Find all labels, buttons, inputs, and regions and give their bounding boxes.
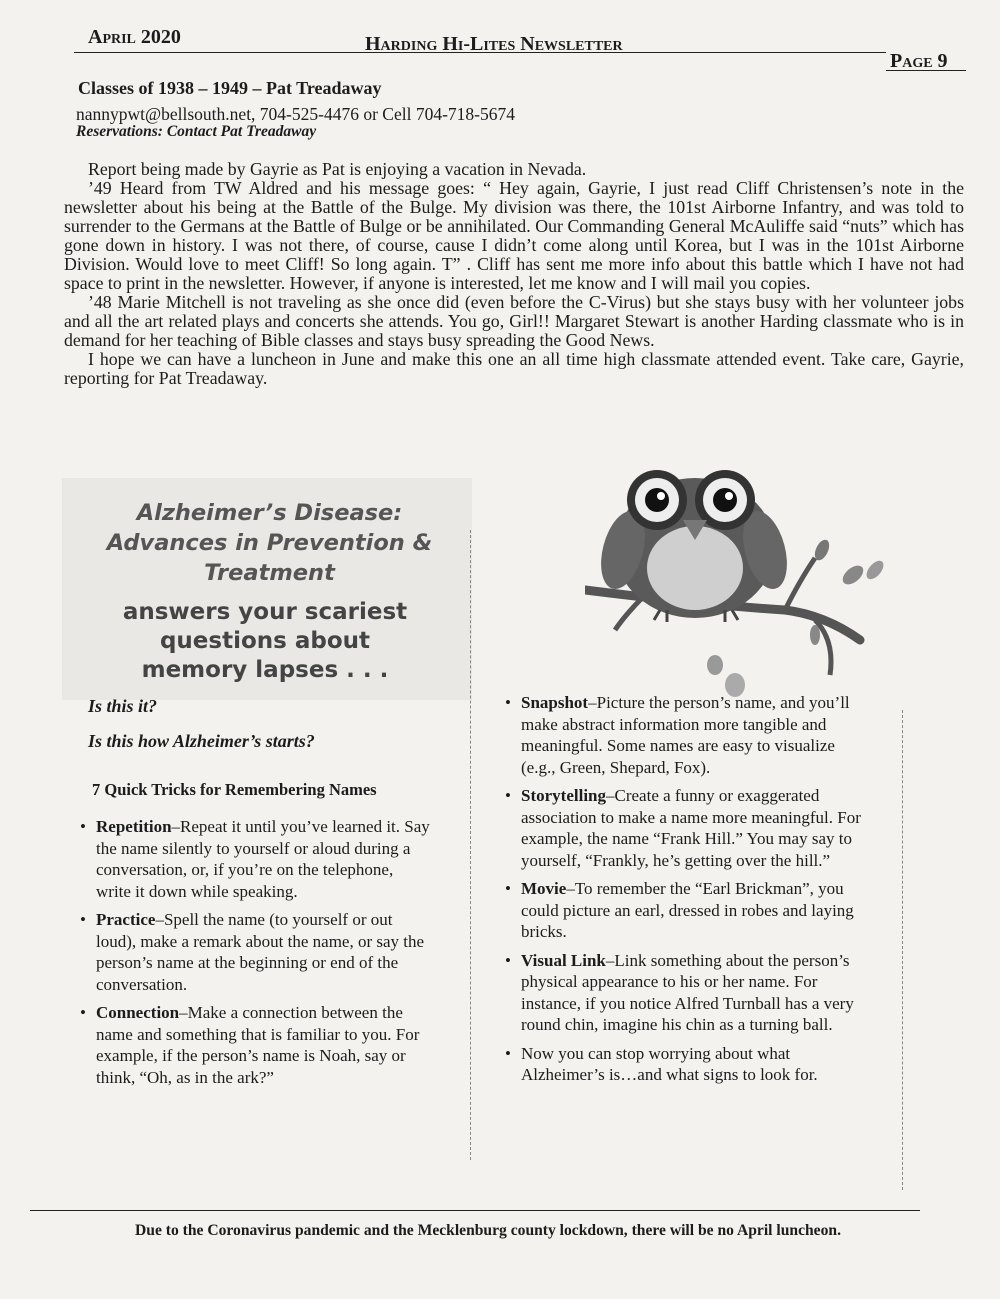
- report-paragraph: Report being made by Gayrie as Pat is enjoying a vacation in Nevada.: [88, 159, 587, 179]
- column-divider: [470, 530, 471, 1160]
- ad-subtitle: [90, 598, 440, 685]
- tricks-right-column: [505, 692, 870, 1093]
- owl-illustration: [585, 440, 905, 700]
- header-rule: [74, 52, 886, 53]
- list-item: [80, 909, 430, 995]
- ad-subtitle-line: answers your scariest: [122, 599, 408, 625]
- trick-text: –Picture the person’s name, and you’ll make abstract information more tangible and meaningful. Some names are easy to visualize (e.g., Green, Shepard, Fox).: [521, 693, 850, 777]
- section-title: Classes of 1938 – 1949 – Pat Treadaway: [78, 78, 382, 98]
- list-item: [505, 692, 870, 778]
- column-divider-right: [902, 710, 903, 1190]
- trick-text: –Make a connection between the name and something that is familiar to you. For example, if the person’s name is Noah, say or think, “Oh, as in the ark?”: [96, 1003, 420, 1087]
- reservations-note: Reservations: Contact Pat Treadaway: [76, 123, 317, 140]
- trick-term: Connection: [96, 1003, 180, 1022]
- ad-title-line: Treatment: [204, 560, 335, 586]
- trick-term: Practice: [96, 910, 156, 929]
- header-rule-right: [886, 70, 966, 71]
- report-paragraph: ’49 Heard from TW Aldred and his message goes: “ Hey again, Gayrie, I just read Cliff Christensen’s note in the newsletter about his being at the Battle of the Bulge. My division was there, the 101st Airborne Infantry, and was told to surrender to the Germans at the Battle of Bulge or be annihilated. Our Commanding General McAuliffe said “nuts” which has gone down in history. I was not there, of course, cause I didn’t come along until Korea, but I was in the 101st Airborne Division. Would love to meet Cliff! So long again. T” . Cliff has sent me more info about this battle which I have not had space to print in the newsletter. However, if anyone is interested, let me know and I will mail you copies.: [64, 178, 964, 293]
- class-report: [64, 160, 964, 388]
- trick-term: Movie: [521, 879, 567, 898]
- trick-text: –To remember the “Earl Brickman”, you could picture an earl, dressed in robes and laying bricks.: [521, 879, 854, 941]
- ad-subtitle-line: questions about: [159, 628, 371, 654]
- trick-text: –Link something about the person’s physical appearance to his or her name. For instance, if you notice Alfred Turnball has a very round chin, imagine his chin as a turning ball.: [521, 950, 854, 1034]
- trick-term: Storytelling: [521, 786, 606, 805]
- trick-term: Snapshot: [521, 693, 589, 712]
- issue-date: April 2020: [88, 26, 181, 48]
- page-number: Page 9: [890, 50, 948, 72]
- list-item: [505, 785, 870, 871]
- contact-info: nannypwt@bellsouth.net, 704-525-4476 or Cell 704-718-5674: [76, 104, 515, 124]
- ad-title-line: Advances in Prevention &: [106, 530, 433, 556]
- trick-text: –Repeat it until you’ve learned it. Say the name silently to yourself or aloud during a conversation, or, if you’re on the telephone, write it down while speaking.: [96, 817, 430, 901]
- trick-text: –Create a funny or exaggerated association to make a name more meaningful. For example, the name “Frank Hill.” You may say to yourself, “Frankly, he’s getting over the hill.”: [521, 786, 861, 870]
- question-1: Is this it?: [88, 696, 158, 716]
- list-item: [80, 816, 430, 902]
- report-paragraph: I hope we can have a luncheon in June and make this one an all time high classmate attended event. Take care, Gayrie, reporting for Pat Treadaway.: [64, 349, 964, 388]
- tricks-left-column: [80, 816, 430, 1095]
- list-item: [80, 1002, 430, 1088]
- report-paragraph: ’48 Marie Mitchell is not traveling as she once did (even before the C-Virus) but she stays busy with her volunteer jobs and all the art related plays and concerts she attends. You go, Girl!! Margaret Stewart is another Harding classmate who is in demand for her teaching of Bible classes and stays busy spreading the Good News.: [64, 292, 964, 350]
- ad-subtitle-line: memory lapses . . .: [141, 657, 389, 683]
- list-item: [505, 878, 870, 943]
- trick-term: Repetition: [96, 817, 172, 836]
- footer-rule: [30, 1210, 920, 1211]
- tricks-heading: 7 Quick Tricks for Remembering Names: [92, 780, 377, 799]
- question-2: Is this how Alzheimer’s starts?: [88, 731, 315, 751]
- ad-title: [72, 498, 467, 588]
- ad-title-line: Alzheimer’s Disease:: [136, 500, 403, 526]
- footer-notice: Due to the Coronavirus pandemic and the Mecklenburg county lockdown, there will be no April luncheon.: [135, 1222, 841, 1239]
- closing-text: Now you can stop worrying about what Alzheimer’s is…and what signs to look for.: [521, 1043, 818, 1084]
- trick-text: –Spell the name (to yourself or out loud), make a remark about the name, or say the person’s name at the beginning or end of the conversation.: [96, 910, 425, 994]
- list-item: [505, 950, 870, 1036]
- list-item: [505, 1043, 870, 1086]
- trick-term: Visual Link: [521, 950, 606, 970]
- newsletter-title: Harding Hi-Lites Newsletter: [365, 33, 623, 55]
